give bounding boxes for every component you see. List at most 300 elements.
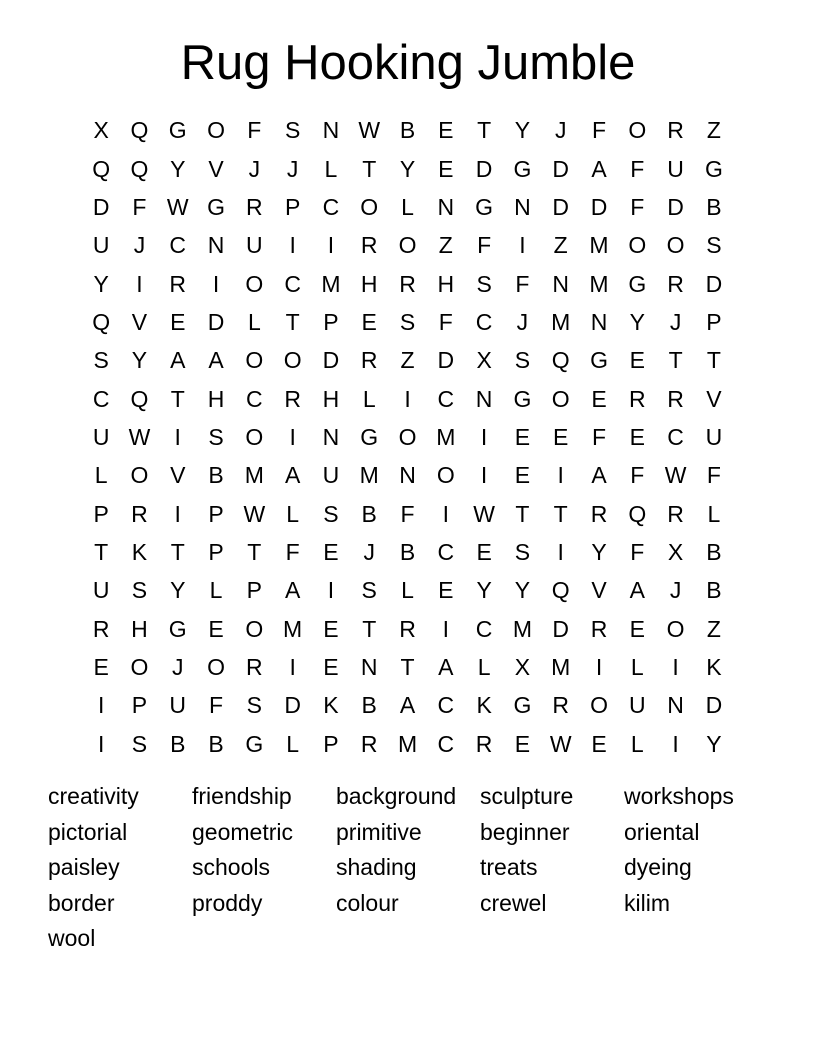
grid-letter[interactable]: Y: [131, 347, 148, 374]
grid-letter[interactable]: F: [630, 538, 645, 565]
grid-letter[interactable]: U: [92, 423, 110, 450]
grid-letter[interactable]: I: [557, 462, 564, 489]
grid-letter[interactable]: T: [362, 615, 377, 642]
grid-letter[interactable]: B: [361, 692, 377, 719]
grid-row: [82, 571, 733, 609]
grid-letter[interactable]: M: [589, 270, 609, 297]
grid-letter[interactable]: Q: [130, 385, 149, 412]
grid-letter[interactable]: Z: [706, 117, 721, 144]
grid-letter[interactable]: B: [170, 730, 186, 757]
grid-letter[interactable]: V: [131, 308, 148, 335]
grid-letter[interactable]: F: [591, 423, 607, 450]
grid-letter[interactable]: I: [595, 653, 603, 680]
grid-letter[interactable]: S: [514, 347, 531, 374]
grid-letter[interactable]: T: [170, 385, 185, 412]
grid-letter[interactable]: B: [399, 538, 416, 565]
grid-letter[interactable]: J: [554, 117, 567, 144]
grid-letter[interactable]: B: [706, 577, 722, 604]
grid-letter[interactable]: I: [672, 653, 679, 680]
grid-letter[interactable]: M: [589, 232, 609, 259]
grid-letter[interactable]: H: [360, 270, 378, 297]
grid-letter[interactable]: T: [706, 347, 721, 374]
grid-letter[interactable]: R: [667, 385, 684, 412]
grid-letter[interactable]: V: [170, 462, 186, 489]
grid-letter[interactable]: Y: [706, 730, 722, 757]
grid-letter[interactable]: B: [208, 462, 224, 489]
grid-letter[interactable]: N: [360, 653, 378, 680]
grid-letter[interactable]: N: [514, 193, 531, 220]
grid-letter[interactable]: U: [322, 462, 340, 489]
grid-letter[interactable]: B: [399, 117, 416, 144]
grid-letter[interactable]: G: [168, 615, 187, 642]
grid-letter[interactable]: T: [400, 653, 415, 680]
grid-letter[interactable]: Y: [591, 538, 607, 565]
word-list-item: creativity: [48, 783, 139, 809]
grid-letter[interactable]: U: [667, 155, 684, 182]
grid-letter[interactable]: B: [361, 500, 377, 527]
word-list-item: beginner: [480, 818, 570, 845]
grid-letter[interactable]: X: [667, 538, 684, 565]
grid-letter[interactable]: I: [480, 462, 488, 489]
grid-letter[interactable]: D: [552, 155, 570, 182]
grid-letter[interactable]: D: [552, 615, 570, 642]
grid-letter[interactable]: J: [363, 538, 375, 565]
grid-letter[interactable]: J: [171, 653, 184, 680]
grid-letter[interactable]: R: [360, 730, 378, 757]
grid-letter[interactable]: S: [93, 347, 109, 374]
grid-letter[interactable]: Y: [514, 577, 531, 604]
grid-letter[interactable]: E: [323, 538, 339, 565]
grid-letter[interactable]: Q: [628, 500, 647, 527]
grid-letter[interactable]: P: [284, 193, 301, 220]
grid-letter[interactable]: P: [323, 730, 339, 757]
grid-letter[interactable]: T: [668, 347, 683, 374]
grid-letter[interactable]: R: [360, 232, 378, 259]
grid-letter[interactable]: O: [551, 385, 570, 412]
grid-letter[interactable]: T: [94, 538, 109, 565]
grid-letter[interactable]: O: [245, 270, 264, 297]
grid-letter[interactable]: F: [630, 462, 645, 489]
grid-letter[interactable]: O: [130, 462, 149, 489]
grid-letter[interactable]: O: [283, 347, 302, 374]
grid-letter[interactable]: Q: [130, 117, 149, 144]
grid-letter[interactable]: S: [514, 538, 531, 565]
grid-letter[interactable]: C: [169, 232, 187, 259]
grid-letter[interactable]: O: [207, 653, 225, 680]
grid-row: [82, 533, 733, 571]
grid-row: [82, 379, 733, 417]
grid-letter[interactable]: G: [360, 423, 379, 450]
grid-letter[interactable]: M: [359, 462, 379, 489]
grid-letter[interactable]: F: [209, 692, 224, 719]
grid-letter[interactable]: V: [208, 155, 224, 182]
grid-letter[interactable]: R: [667, 270, 684, 297]
grid-letter[interactable]: Z: [706, 615, 721, 642]
grid-letter[interactable]: L: [630, 653, 644, 680]
grid-letter[interactable]: I: [289, 423, 296, 450]
grid-letter[interactable]: U: [92, 232, 110, 259]
grid-letter[interactable]: L: [209, 577, 223, 604]
grid-letter[interactable]: X: [514, 653, 531, 680]
grid-letter[interactable]: B: [208, 730, 224, 757]
grid-letter[interactable]: I: [404, 385, 411, 412]
grid-letter[interactable]: L: [630, 730, 644, 757]
grid-letter[interactable]: I: [97, 730, 105, 757]
grid-letter[interactable]: A: [591, 462, 607, 489]
grid-letter[interactable]: R: [360, 347, 378, 374]
grid-letter[interactable]: R: [628, 385, 646, 412]
grid-letter[interactable]: W: [243, 500, 266, 527]
grid-letter[interactable]: N: [207, 232, 225, 259]
grid-letter[interactable]: T: [247, 538, 262, 565]
grid-letter[interactable]: E: [323, 653, 339, 680]
grid-letter[interactable]: N: [399, 462, 416, 489]
grid-letter[interactable]: I: [97, 692, 105, 719]
grid-letter[interactable]: E: [208, 615, 224, 642]
grid-letter[interactable]: E: [514, 462, 531, 489]
grid-letter[interactable]: R: [590, 500, 608, 527]
grid-letter[interactable]: X: [93, 117, 109, 144]
grid-letter[interactable]: Z: [400, 347, 415, 374]
grid-letter[interactable]: A: [284, 577, 301, 604]
grid-letter[interactable]: T: [553, 500, 568, 527]
grid-letter[interactable]: T: [477, 117, 492, 144]
grid-letter[interactable]: O: [666, 615, 685, 642]
grid-letter[interactable]: F: [285, 538, 300, 565]
grid-letter[interactable]: C: [92, 385, 110, 412]
grid-letter[interactable]: E: [629, 615, 645, 642]
grid-letter[interactable]: O: [130, 653, 149, 680]
grid-letter[interactable]: I: [174, 500, 181, 527]
grid-letter[interactable]: E: [361, 308, 377, 335]
grid-letter[interactable]: S: [323, 500, 339, 527]
grid-letter[interactable]: R: [552, 692, 570, 719]
grid-letter[interactable]: B: [706, 538, 722, 565]
grid-letter[interactable]: F: [630, 193, 645, 220]
grid-letter[interactable]: O: [360, 193, 379, 220]
grid-letter[interactable]: A: [591, 155, 607, 182]
grid-letter[interactable]: K: [706, 653, 722, 680]
grid-letter[interactable]: L: [94, 462, 108, 489]
grid-letter[interactable]: G: [590, 347, 608, 374]
grid-letter[interactable]: D: [284, 692, 301, 719]
grid-letter[interactable]: R: [246, 193, 263, 220]
grid-letter[interactable]: T: [285, 308, 300, 335]
grid-letter[interactable]: Y: [629, 308, 645, 335]
grid-letter[interactable]: Y: [514, 117, 531, 144]
grid-letter[interactable]: M: [436, 423, 456, 450]
grid-letter[interactable]: G: [513, 155, 532, 182]
grid-letter[interactable]: E: [476, 538, 492, 565]
grid-letter[interactable]: U: [169, 692, 187, 719]
grid-letter[interactable]: D: [207, 308, 225, 335]
grid-letter[interactable]: C: [246, 385, 263, 412]
grid-letter[interactable]: O: [628, 117, 647, 144]
grid-letter[interactable]: S: [246, 692, 262, 719]
grid-letter[interactable]: I: [672, 730, 679, 757]
grid-letter[interactable]: A: [438, 653, 454, 680]
grid-letter[interactable]: E: [170, 308, 186, 335]
grid-letter[interactable]: Q: [130, 155, 149, 182]
grid-letter[interactable]: U: [246, 232, 263, 259]
grid-letter[interactable]: G: [475, 193, 494, 220]
grid-letter[interactable]: U: [92, 577, 110, 604]
grid-letter[interactable]: A: [284, 462, 301, 489]
grid-letter[interactable]: V: [591, 577, 607, 604]
grid-letter[interactable]: O: [398, 423, 417, 450]
word-list-item: treats: [480, 854, 538, 880]
grid-letter[interactable]: S: [131, 730, 148, 757]
grid-letter[interactable]: H: [322, 385, 340, 412]
grid-letter[interactable]: S: [284, 117, 301, 144]
grid-letter[interactable]: G: [513, 385, 532, 412]
grid-letter[interactable]: M: [512, 615, 532, 642]
grid-letter[interactable]: D: [552, 193, 570, 220]
grid-letter[interactable]: E: [591, 730, 607, 757]
grid-letter[interactable]: E: [323, 615, 339, 642]
grid-letter[interactable]: F: [477, 232, 492, 259]
grid-letter[interactable]: R: [246, 653, 263, 680]
grid-row: [82, 226, 733, 264]
grid-letter[interactable]: L: [286, 730, 300, 757]
grid-letter[interactable]: B: [706, 193, 722, 220]
grid-letter[interactable]: N: [437, 193, 455, 220]
grid-letter[interactable]: I: [289, 232, 296, 259]
grid-letter[interactable]: I: [480, 423, 488, 450]
grid-letter[interactable]: F: [400, 500, 415, 527]
grid-letter[interactable]: T: [362, 155, 377, 182]
grid-letter[interactable]: F: [706, 462, 721, 489]
grid-letter[interactable]: G: [207, 193, 225, 220]
grid-letter[interactable]: G: [628, 270, 647, 297]
grid-letter[interactable]: D: [475, 155, 493, 182]
grid-letter[interactable]: N: [322, 423, 340, 450]
grid-letter[interactable]: Y: [399, 155, 416, 182]
grid-letter[interactable]: E: [438, 117, 454, 144]
grid-letter[interactable]: I: [519, 232, 526, 259]
grid-letter[interactable]: N: [590, 308, 608, 335]
grid-letter[interactable]: O: [207, 117, 225, 144]
grid-letter[interactable]: E: [629, 347, 645, 374]
grid-letter[interactable]: I: [557, 538, 564, 565]
grid-letter[interactable]: W: [358, 117, 381, 144]
grid-letter[interactable]: Q: [551, 577, 570, 604]
grid-letter[interactable]: O: [666, 232, 685, 259]
grid-letter[interactable]: R: [131, 500, 148, 527]
grid-letter[interactable]: N: [667, 692, 684, 719]
grid-letter[interactable]: L: [247, 308, 261, 335]
grid-letter[interactable]: O: [628, 232, 647, 259]
grid-letter[interactable]: L: [401, 577, 414, 604]
grid-letter[interactable]: E: [514, 730, 531, 757]
grid-letter[interactable]: U: [628, 692, 646, 719]
grid-letter[interactable]: W: [166, 193, 189, 220]
grid-letter[interactable]: C: [437, 692, 455, 719]
grid-letter[interactable]: I: [327, 232, 335, 259]
grid-letter[interactable]: J: [669, 577, 682, 604]
grid-letter[interactable]: J: [286, 155, 299, 182]
grid-letter[interactable]: A: [170, 347, 186, 374]
grid-letter[interactable]: Q: [92, 308, 111, 335]
grid-letter[interactable]: E: [93, 653, 109, 680]
grid-letter[interactable]: U: [705, 423, 723, 450]
grid-letter[interactable]: W: [128, 423, 151, 450]
grid-letter[interactable]: F: [132, 193, 147, 220]
grid-letter[interactable]: H: [131, 615, 148, 642]
grid-letter[interactable]: N: [475, 385, 493, 412]
grid-letter[interactable]: Y: [476, 577, 492, 604]
grid-row: [82, 418, 733, 456]
grid-letter[interactable]: P: [246, 577, 262, 604]
grid-letter[interactable]: O: [398, 232, 417, 259]
grid-letter[interactable]: T: [170, 538, 185, 565]
grid-letter[interactable]: C: [322, 193, 340, 220]
grid-letter[interactable]: W: [549, 730, 572, 757]
grid-letter[interactable]: T: [515, 500, 530, 527]
grid-letter[interactable]: L: [286, 500, 300, 527]
grid-letter[interactable]: D: [92, 193, 110, 220]
grid-letter[interactable]: M: [397, 730, 418, 757]
grid-letter[interactable]: G: [513, 692, 532, 719]
grid-letter[interactable]: C: [284, 270, 301, 297]
grid-letter[interactable]: F: [591, 117, 607, 144]
grid-letter[interactable]: P: [208, 500, 224, 527]
grid-letter[interactable]: R: [399, 615, 416, 642]
grid-letter[interactable]: E: [591, 385, 607, 412]
grid-letter[interactable]: I: [442, 615, 450, 642]
grid-letter[interactable]: F: [630, 155, 645, 182]
grid-letter[interactable]: R: [667, 500, 684, 527]
grid-letter[interactable]: I: [136, 270, 143, 297]
grid-letter[interactable]: J: [133, 232, 146, 259]
grid-letter[interactable]: E: [514, 423, 531, 450]
grid-letter[interactable]: X: [476, 347, 492, 374]
grid-letter[interactable]: M: [551, 653, 571, 680]
grid-letter[interactable]: S: [706, 232, 722, 259]
grid-letter[interactable]: R: [475, 730, 493, 757]
grid-letter[interactable]: J: [669, 308, 682, 335]
grid-letter[interactable]: O: [245, 423, 264, 450]
grid-letter[interactable]: L: [707, 500, 721, 527]
grid-letter[interactable]: E: [553, 423, 569, 450]
grid-letter[interactable]: N: [322, 117, 340, 144]
grid-letter[interactable]: D: [667, 193, 684, 220]
grid-letter[interactable]: R: [92, 615, 110, 642]
grid-letter[interactable]: I: [174, 423, 181, 450]
grid-letter[interactable]: P: [131, 692, 148, 719]
grid-letter[interactable]: I: [327, 577, 335, 604]
grid-letter[interactable]: N: [552, 270, 570, 297]
grid-letter[interactable]: D: [437, 347, 455, 374]
grid-letter[interactable]: G: [245, 730, 264, 757]
grid-letter[interactable]: L: [401, 193, 414, 220]
grid-letter[interactable]: G: [168, 117, 187, 144]
grid-letter[interactable]: S: [361, 577, 377, 604]
grid-letter[interactable]: O: [245, 615, 264, 642]
grid-letter[interactable]: K: [476, 692, 492, 719]
grid-letter[interactable]: W: [664, 462, 687, 489]
grid-letter[interactable]: M: [244, 462, 264, 489]
grid-letter[interactable]: H: [207, 385, 225, 412]
grid-letter[interactable]: Q: [92, 155, 111, 182]
grid-letter[interactable]: F: [247, 117, 262, 144]
grid-letter[interactable]: O: [436, 462, 455, 489]
grid-letter[interactable]: I: [212, 270, 220, 297]
grid-row: [82, 188, 733, 226]
grid-letter[interactable]: E: [629, 423, 645, 450]
grid-letter[interactable]: J: [248, 155, 261, 182]
grid-letter[interactable]: P: [706, 308, 722, 335]
grid-letter[interactable]: M: [321, 270, 341, 297]
grid-letter[interactable]: E: [438, 577, 454, 604]
grid-letter[interactable]: Z: [438, 232, 453, 259]
grid-letter[interactable]: R: [667, 117, 684, 144]
grid-letter[interactable]: R: [169, 270, 187, 297]
grid-letter[interactable]: V: [706, 385, 722, 412]
grid-letter[interactable]: I: [442, 500, 450, 527]
grid-letter[interactable]: C: [667, 423, 684, 450]
grid-letter[interactable]: C: [437, 385, 455, 412]
grid-letter[interactable]: I: [289, 653, 296, 680]
grid-letter[interactable]: S: [208, 423, 224, 450]
grid-letter[interactable]: S: [399, 308, 416, 335]
grid-letter[interactable]: K: [131, 538, 148, 565]
grid-letter[interactable]: J: [516, 308, 529, 335]
grid-letter[interactable]: R: [284, 385, 301, 412]
grid-letter[interactable]: Y: [93, 270, 109, 297]
grid-letter[interactable]: L: [362, 385, 376, 412]
grid-letter[interactable]: Y: [170, 155, 186, 182]
grid-letter[interactable]: O: [590, 692, 608, 719]
grid-letter[interactable]: E: [438, 155, 454, 182]
grid-letter[interactable]: L: [324, 155, 338, 182]
grid-letter[interactable]: D: [322, 347, 340, 374]
grid-row: [82, 609, 733, 647]
grid-row: [82, 149, 733, 187]
grid-letter[interactable]: D: [705, 270, 723, 297]
grid-letter[interactable]: C: [475, 615, 493, 642]
grid-letter[interactable]: Y: [170, 577, 186, 604]
grid-letter[interactable]: M: [551, 308, 571, 335]
grid-letter[interactable]: F: [515, 270, 530, 297]
grid-letter[interactable]: D: [705, 692, 723, 719]
grid-letter[interactable]: S: [476, 270, 492, 297]
grid-letter[interactable]: R: [399, 270, 416, 297]
grid-letter[interactable]: P: [323, 308, 339, 335]
grid-letter[interactable]: H: [437, 270, 455, 297]
grid-letter[interactable]: R: [590, 615, 608, 642]
grid-letter[interactable]: A: [208, 347, 224, 374]
grid-letter[interactable]: S: [131, 577, 148, 604]
grid-letter[interactable]: P: [208, 538, 224, 565]
grid-letter[interactable]: F: [438, 308, 453, 335]
grid-letter[interactable]: G: [704, 155, 723, 182]
grid-letter[interactable]: M: [283, 615, 303, 642]
grid-letter[interactable]: C: [437, 538, 455, 565]
grid-letter[interactable]: Z: [553, 232, 568, 259]
grid-letter[interactable]: C: [437, 730, 455, 757]
grid-letter[interactable]: A: [629, 577, 645, 604]
grid-letter[interactable]: O: [245, 347, 264, 374]
grid-letter[interactable]: A: [399, 692, 416, 719]
grid-letter[interactable]: L: [477, 653, 491, 680]
grid-letter[interactable]: D: [590, 193, 608, 220]
grid-letter[interactable]: C: [475, 308, 493, 335]
grid-letter[interactable]: W: [473, 500, 495, 527]
grid-letter[interactable]: Q: [551, 347, 570, 374]
grid-letter[interactable]: P: [93, 500, 109, 527]
grid-letter[interactable]: K: [323, 692, 339, 719]
